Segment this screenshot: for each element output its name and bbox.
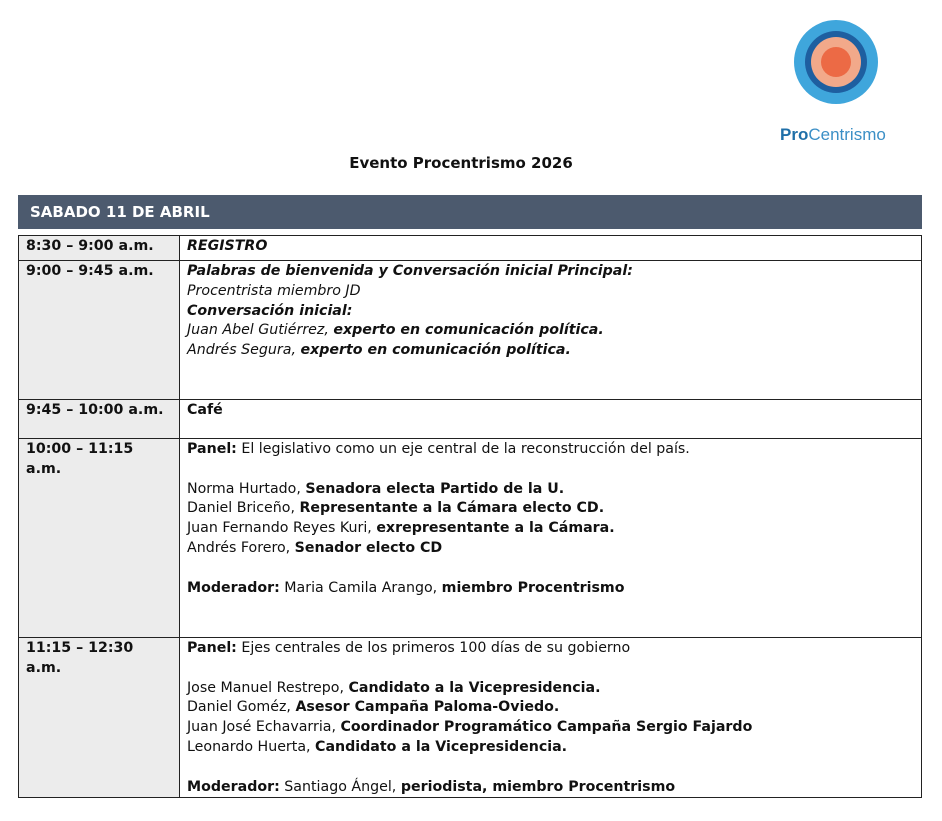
speaker-role: experto en comunicación política.	[300, 342, 571, 359]
moderator-role: periodista, miembro Procentrismo	[400, 778, 676, 795]
speaker-line: Norma Hurtado, Senadora electa Partido de la U.	[187, 480, 565, 497]
moderator-line: Moderador: Maria Camila Arango, miembro Procentrismo	[187, 579, 625, 596]
speaker-line: Juan Abel Gutiérrez, experto en comunicación política.	[187, 322, 604, 339]
speaker-name: Leonardo Huerta	[187, 738, 307, 755]
agenda-row-panel-gobierno	[19, 638, 922, 798]
time-cell: 9:45 – 10:00 a.m.	[19, 400, 180, 439]
agenda-row-cafe	[19, 400, 922, 439]
logo-wordmark	[780, 126, 886, 143]
content-cell	[180, 400, 922, 439]
panel-topic: Ejes centrales de los primeros 100 días de su gobierno	[236, 640, 631, 656]
speaker-line: Andrés Forero, Senador electo CD	[187, 539, 443, 556]
speaker-role: Candidato a la Vicepresidencia.	[315, 738, 568, 755]
moderator-name: Santiago Ángel	[279, 778, 392, 795]
panel-line	[187, 440, 914, 460]
time-cell: 11:15 – 12:30 a.m.	[19, 638, 180, 798]
agenda-table	[18, 235, 922, 798]
content-cell	[180, 261, 922, 400]
content-cell	[180, 638, 922, 798]
speaker-name: Andrés Forero	[187, 539, 286, 556]
speaker-line: Daniel Goméz, Asesor Campaña Paloma-Oviedo.	[187, 699, 560, 716]
speaker-role: Asesor Campaña Paloma-Oviedo.	[295, 699, 560, 716]
moderator-label: Moderador:	[187, 579, 280, 596]
agenda-row-bienvenida	[19, 261, 922, 400]
panel-label: Panel:	[187, 441, 237, 457]
speaker-line: Jose Manuel Restrepo, Candidato a la Vicepresidencia.	[187, 679, 601, 696]
content-cell	[180, 439, 922, 638]
speaker-line: Juan Fernando Reyes Kuri, exrepresentante a la Cámara.	[187, 520, 615, 537]
day-banner	[18, 195, 922, 229]
moderator-name: Maria Camila Arango	[279, 579, 433, 596]
speaker-role: Candidato a la Vicepresidencia.	[348, 679, 601, 696]
speaker-role: Representante a la Cámara electo CD.	[299, 500, 605, 517]
day-banner-label: SABADO 11 DE ABRIL	[30, 203, 210, 221]
agenda-row-panel-legislativo	[19, 439, 922, 638]
speaker-line: Daniel Briceño, Representante a la Cámara electo CD.	[187, 500, 605, 517]
procentrismo-logo	[778, 18, 898, 144]
speaker-name: Juan Abel Gutiérrez	[187, 322, 325, 339]
panel-label: Panel:	[187, 640, 237, 656]
session-heading: Palabras de bienvenida y Conversación inicial Principal:	[187, 263, 633, 279]
speaker-role: Senadora electa Partido de la U.	[305, 480, 565, 497]
moderator-role: miembro Procentrismo	[441, 579, 625, 596]
document-title: Evento Procentrismo 2026	[349, 154, 573, 172]
speaker-role: Coordinador Programático Campaña Sergio Fajardo	[340, 719, 753, 736]
speaker-role: Senador electo CD	[294, 539, 443, 556]
logo-text-pro: Pro	[780, 125, 809, 144]
speaker-line: Juan José Echavarria, Coordinador Programático Campaña Sergio Fajardo	[187, 719, 753, 736]
panel-line	[187, 639, 914, 659]
session-line: Procentrista miembro JD	[187, 282, 361, 299]
speaker-name: Daniel Briceño	[187, 500, 291, 517]
speaker-role: experto en comunicación política.	[333, 322, 604, 339]
speaker-line: Andrés Segura, experto en comunicación política.	[187, 342, 571, 359]
cafe-label: Café	[187, 402, 223, 418]
panel-topic: El legislativo como un eje central de la reconstrucción del país.	[236, 441, 690, 457]
time-cell: 9:00 – 9:45 a.m.	[19, 261, 180, 400]
moderator-label: Moderador:	[187, 778, 280, 795]
content-cell	[180, 236, 922, 261]
speaker-name: Jose Manuel Restrepo	[187, 679, 340, 696]
target-logo-icon	[792, 18, 880, 106]
time-cell: 10:00 – 11:15 a.m.	[19, 439, 180, 638]
speaker-name: Juan Fernando Reyes Kuri	[187, 520, 368, 537]
speaker-name: Daniel Goméz	[187, 699, 287, 716]
moderator-line: Moderador: Santiago Ángel, periodista, miembro Procentrismo	[187, 778, 676, 795]
speaker-name: Juan José Echavarria	[187, 719, 332, 736]
speaker-name: Andrés Segura	[187, 342, 292, 359]
speaker-name: Norma Hurtado	[187, 480, 297, 497]
logo-text-centrismo: Centrismo	[808, 125, 886, 144]
session-subheading: Conversación inicial:	[187, 302, 353, 319]
agenda-row-registro	[19, 236, 922, 261]
registro-label: REGISTRO	[187, 238, 268, 254]
speaker-role: exrepresentante a la Cámara.	[376, 520, 615, 537]
speaker-line: Leonardo Huerta, Candidato a la Vicepresidencia.	[187, 738, 568, 755]
time-cell: 8:30 – 9:00 a.m.	[19, 236, 180, 261]
